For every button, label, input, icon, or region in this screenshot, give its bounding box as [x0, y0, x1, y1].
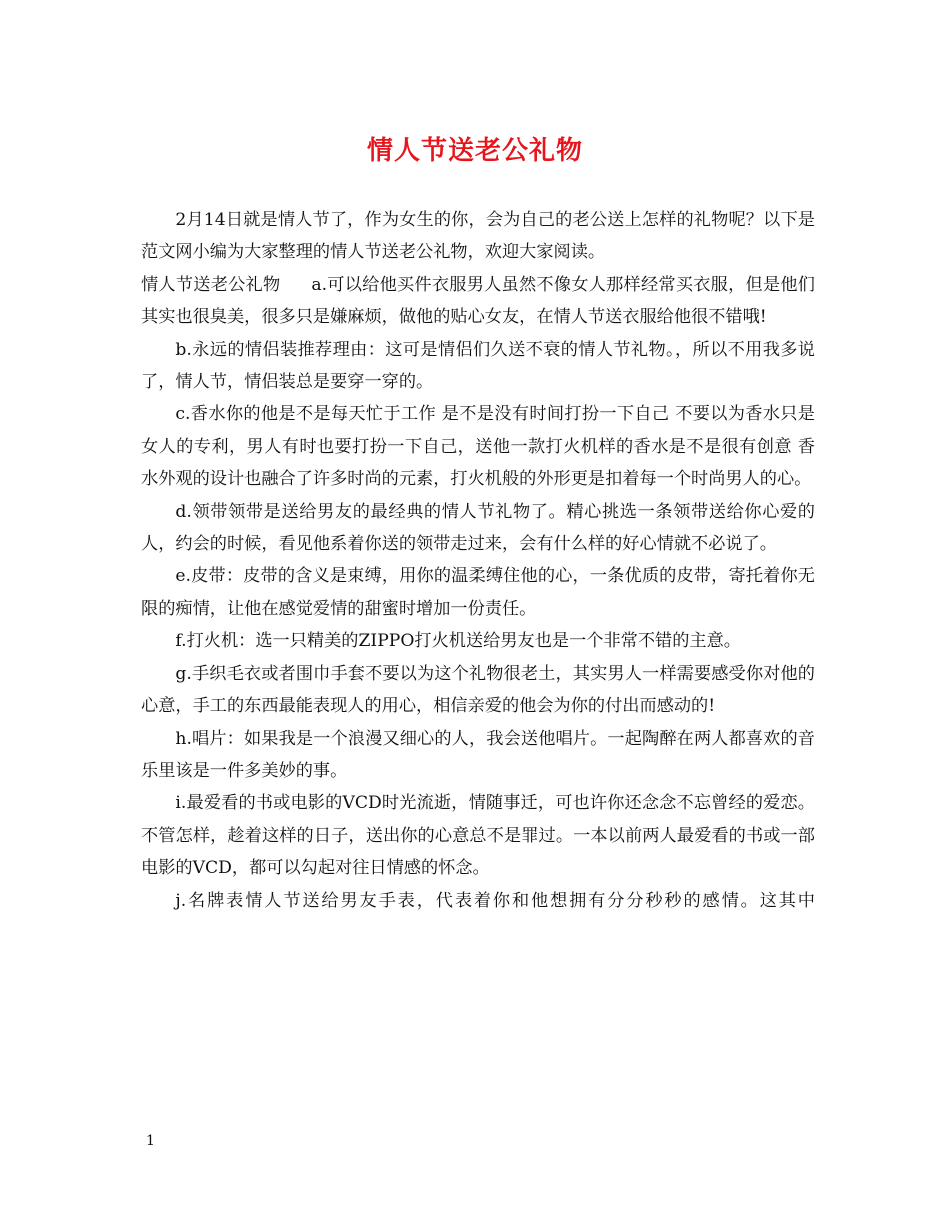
intro-paragraph: 2月14日就是情人节了，作为女生的你，会为自己的老公送上怎样的礼物呢？以下是范文网小编为大家整理的情人节送老公礼物，欢迎大家阅读。 — [141, 210, 815, 263]
item-b-paragraph: b.永远的情侣装推荐理由：这可是情侣们久送不衰的情人节礼物。，所以不用我多说了，情人节，情侣装总是要穿一穿的。 — [141, 339, 815, 393]
page-number: 1 — [146, 1133, 155, 1149]
item-j-paragraph: j.名牌表情人节送给男友手表，代表着你和他想拥有分分秒秒的感情。这其中 — [175, 890, 815, 911]
subheading: 情人节送老公礼物 — [141, 274, 281, 295]
item-g-paragraph: g.手织毛衣或者围巾手套不要以为这个礼物很老土，其实男人一样需要感受你对他的心意，手工的东西最能表现人的用心，相信亲爱的他会为你的付出而感动的! — [141, 663, 815, 717]
item-i-paragraph: i.最爱看的书或电影的VCD时光流逝，情随事迁，可也许你还念念不忘曾经的爱恋。不管怎样，趁着这样的日子，送出你的心意总不是罪过。一本以前两人最爱看的书或一部电影的VCD，都可以勾起对往日情感的怀念。 — [141, 793, 815, 879]
item-d-paragraph: d.领带领带是送给男友的最经典的情人节礼物了。精心挑选一条领带送给你心爱的人，约会的时候，看见他系着你送的领带走过来，会有什么样的好心情就不必说了。 — [141, 501, 815, 555]
item-e-paragraph: e.皮带：皮带的含义是束缚，用你的温柔缚住他的心，一条优质的皮带，寄托着你无限的痴情，让他在感觉爱情的甜蜜时增加一份责任。 — [141, 566, 815, 619]
item-c-paragraph: c.香水你的他是不是每天忙于工作 是不是没有时间打扮一下自己 不要以为香水只是女人的专利，男人有时也要打扮一下自己，送他一款打火机样的香水是不是很有创意 香水外观的设计也融合了许多时尚的元素，打火机般的外形更是扣着每一个时尚男人的心。 — [141, 404, 815, 490]
document-title: 情人节送老公礼物 — [366, 136, 583, 166]
document-body — [141, 204, 815, 917]
item-f-paragraph: f.打火机：选一只精美的ZIPPO打火机送给男友也是一个非常不错的主意。 — [175, 631, 741, 652]
item-a-text: a.可以给他买件衣服男人虽然不像女人那样经常买衣服，但是他们其实也很臭美，很多只是嫌麻烦，做他的贴心女友，在情人节送衣服给他很不错哦! — [141, 274, 815, 328]
item-a-paragraph — [141, 269, 815, 334]
item-h-paragraph: h.唱片：如果我是一个浪漫又细心的人，我会送他唱片。一起陶醉在两人都喜欢的音乐里该是一件多美妙的事。 — [141, 728, 815, 781]
